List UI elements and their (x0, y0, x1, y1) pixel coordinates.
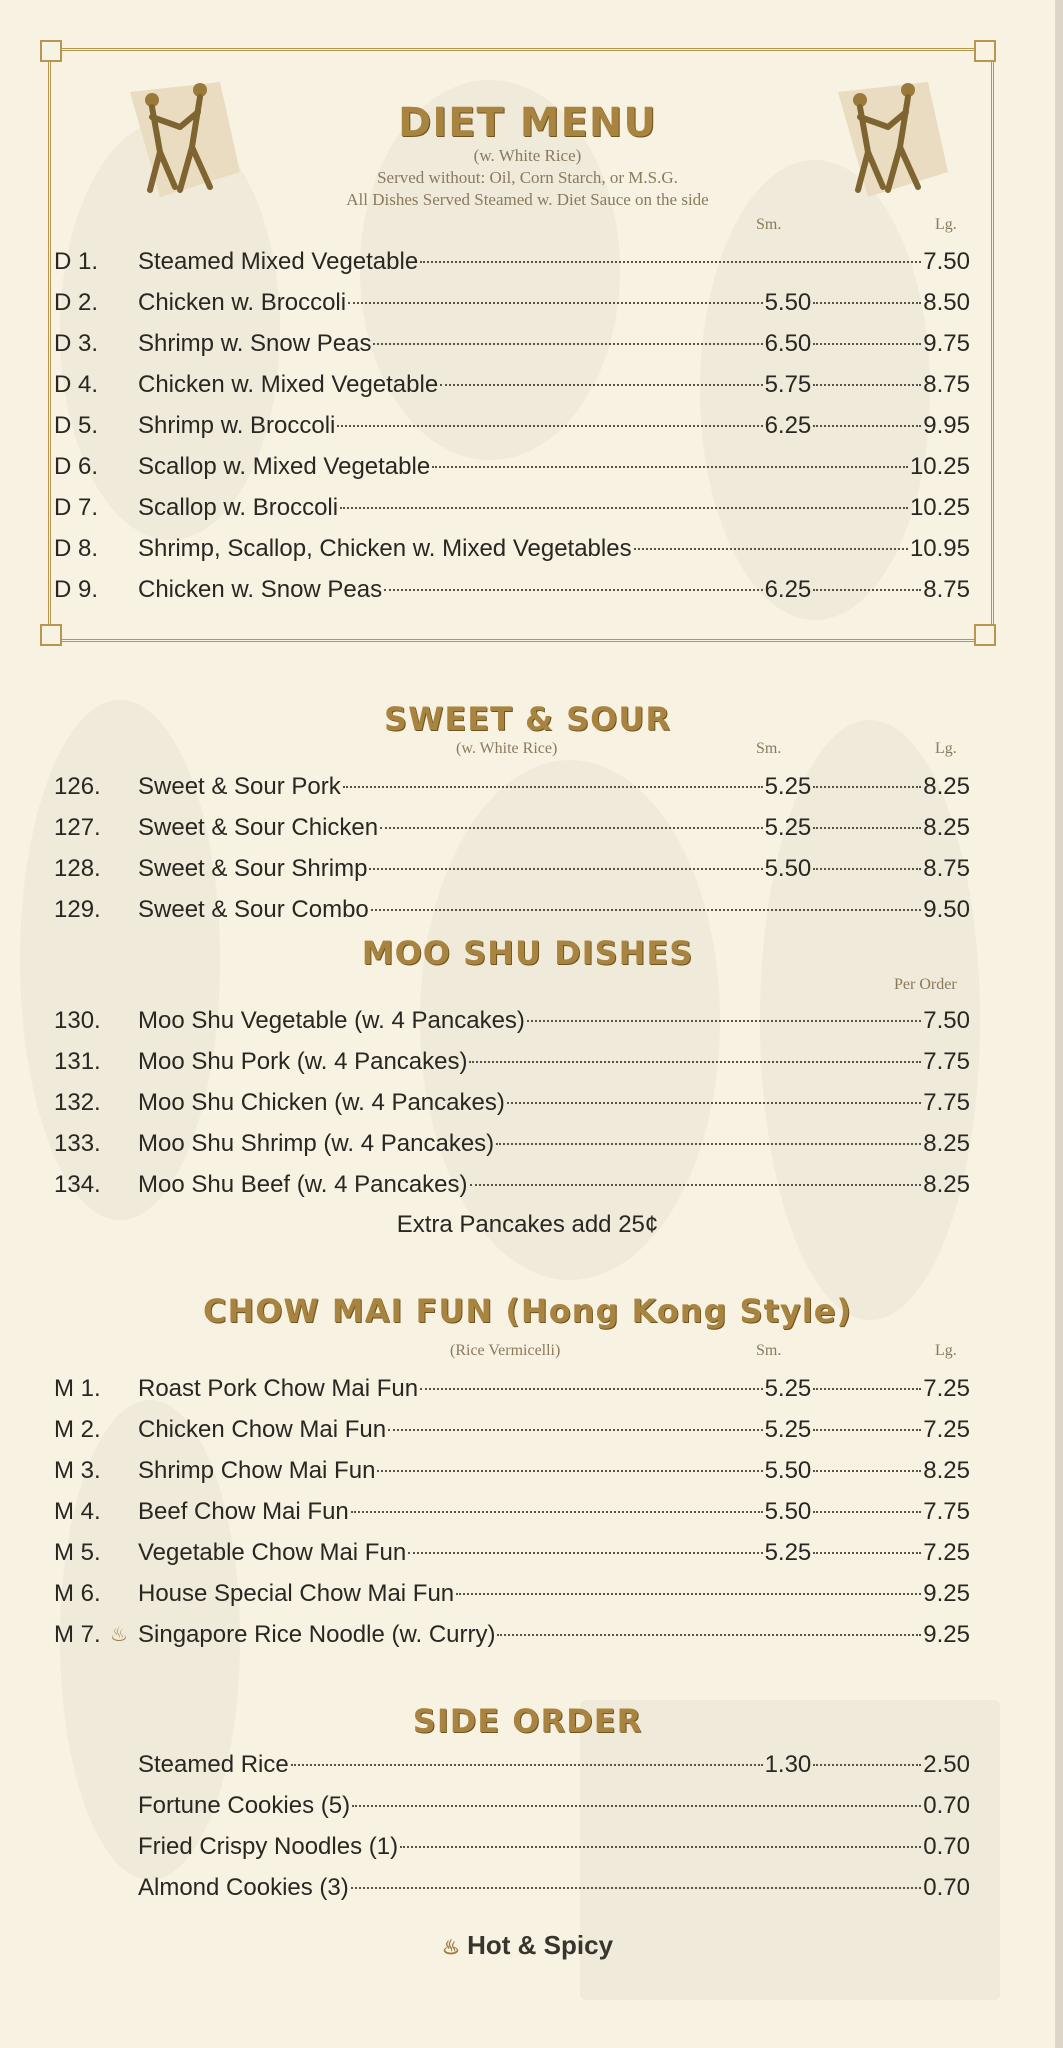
dot-leader (420, 261, 921, 263)
menu-item-row (54, 245, 970, 279)
large-price: 9.25 (923, 1621, 970, 1648)
item-number: 130. (54, 1007, 101, 1034)
diet-small-header: Sm. (756, 216, 782, 233)
frame-corner (40, 624, 62, 646)
item-line (138, 450, 970, 484)
large-price: 7.25 (923, 1416, 970, 1443)
item-name: Chicken w. Snow Peas (138, 576, 383, 603)
item-name: Chicken w. Broccoli (138, 289, 347, 316)
dot-leader (343, 786, 763, 788)
item-number: D 1. (54, 248, 99, 275)
dot-leader (813, 589, 921, 591)
item-name: Shrimp, Scallop, Chicken w. Mixed Vegetables (138, 535, 632, 562)
chow-mai-fun-small-header: Sm. (756, 1342, 782, 1359)
dot-leader (813, 1429, 921, 1431)
large-price: 10.95 (909, 535, 970, 562)
menu-item-row (54, 1871, 970, 1905)
item-name: Almond Cookies (3) (138, 1874, 349, 1901)
dot-leader (813, 1470, 921, 1472)
small-price: 5.50 (764, 1457, 812, 1484)
item-line (138, 1086, 970, 1120)
sweet-sour-large-header: Lg. (935, 740, 957, 757)
item-name: Beef Chow Mai Fun (138, 1498, 349, 1525)
small-price: 6.25 (764, 576, 812, 603)
item-name: Sweet & Sour Chicken (138, 814, 379, 841)
diet-large-header: Lg. (935, 216, 957, 233)
dot-leader (813, 1764, 921, 1766)
dot-leader (813, 425, 921, 427)
item-number: D 4. (54, 371, 99, 398)
item-line (138, 852, 970, 886)
large-price: 2.50 (923, 1751, 970, 1778)
dot-leader (813, 868, 921, 870)
menu-item-row (54, 409, 970, 443)
large-price: 10.25 (909, 494, 970, 521)
item-number: D 2. (54, 289, 99, 316)
small-price: 5.75 (764, 371, 812, 398)
menu-item-row (54, 532, 970, 566)
item-number: D 7. (54, 494, 99, 521)
large-price: 8.25 (923, 814, 970, 841)
dot-leader (340, 507, 908, 509)
item-number: M 4. (54, 1498, 101, 1525)
item-number: D 6. (54, 453, 99, 480)
item-line (138, 1495, 970, 1529)
menu-item-row (54, 1168, 970, 1202)
item-number: 127. (54, 814, 101, 841)
dot-leader (351, 1887, 922, 1889)
large-price: 8.50 (923, 289, 970, 316)
menu-item-row (54, 327, 970, 361)
side-order-title: SIDE ORDER (412, 1702, 643, 1740)
hot-spicy-label: Hot & Spicy (467, 1930, 614, 1960)
dot-leader (813, 343, 921, 345)
item-number: M 2. (54, 1416, 101, 1443)
diet-menu-title: DIET MENU (398, 100, 657, 146)
large-price: 7.50 (923, 248, 970, 275)
dot-leader (352, 1805, 921, 1807)
item-number: D 5. (54, 412, 99, 439)
item-number: M 6. (54, 1580, 101, 1607)
large-price: 8.25 (923, 1171, 970, 1198)
large-price: 0.70 (923, 1792, 970, 1819)
dot-leader (813, 1511, 921, 1513)
dot-leader (408, 1552, 762, 1554)
item-line (138, 1004, 970, 1038)
dot-leader (291, 1764, 763, 1766)
large-price: 7.75 (923, 1498, 970, 1525)
dot-leader (377, 1470, 762, 1472)
item-name: Moo Shu Chicken (w. 4 Pancakes) (138, 1089, 505, 1116)
pepper-icon: ♨ (441, 1937, 460, 1959)
dot-leader (470, 1184, 922, 1186)
large-price: 0.70 (923, 1833, 970, 1860)
small-price: 5.25 (764, 1375, 812, 1402)
menu-item-row (54, 1748, 970, 1782)
item-name: Shrimp Chow Mai Fun (138, 1457, 376, 1484)
small-price: 6.25 (764, 412, 812, 439)
item-line (138, 770, 970, 804)
item-line (138, 1127, 970, 1161)
item-number: M 5. (54, 1539, 101, 1566)
item-line (138, 532, 970, 566)
moo-shu-per-order-header: Per Order (894, 976, 957, 993)
large-price: 8.25 (923, 1457, 970, 1484)
dot-leader (497, 1634, 921, 1636)
small-price: 5.50 (764, 855, 812, 882)
item-name: Singapore Rice Noodle (w. Curry) (138, 1621, 496, 1648)
menu-item-row (54, 770, 970, 804)
menu-item-row (54, 1789, 970, 1823)
item-name: Moo Shu Vegetable (w. 4 Pancakes) (138, 1007, 525, 1034)
dot-leader (527, 1020, 921, 1022)
item-number: 134. (54, 1171, 101, 1198)
dot-leader (813, 786, 921, 788)
frame-corner (974, 40, 996, 62)
small-price: 6.50 (764, 330, 812, 357)
large-price: 8.75 (923, 576, 970, 603)
item-line (138, 368, 970, 402)
large-price: 9.50 (923, 896, 970, 923)
chow-mai-fun-title: CHOW MAI FUN (Hong Kong Style) (202, 1292, 853, 1330)
item-number: D 8. (54, 535, 99, 562)
item-line (138, 1871, 970, 1905)
item-line (138, 573, 970, 607)
dot-leader (351, 1511, 763, 1513)
menu-item-row (54, 450, 970, 484)
item-line (138, 491, 970, 525)
large-price: 7.25 (923, 1539, 970, 1566)
item-number: 129. (54, 896, 101, 923)
menu-item-row (54, 1413, 970, 1447)
item-name: Sweet & Sour Pork (138, 773, 341, 800)
menu-item-row (54, 1372, 970, 1406)
menu-item-row (54, 1045, 970, 1079)
menu-item-row (54, 852, 970, 886)
item-name: Steamed Rice (138, 1751, 289, 1778)
large-price: 8.25 (923, 1130, 970, 1157)
menu-item-row (54, 1127, 970, 1161)
menu-item-row (54, 1536, 970, 1570)
dot-leader (507, 1102, 921, 1104)
small-price: 5.25 (764, 773, 812, 800)
item-name: Fortune Cookies (5) (138, 1792, 351, 1819)
dot-leader (469, 1061, 921, 1063)
large-price: 7.75 (923, 1089, 970, 1116)
dot-leader (380, 827, 762, 829)
item-name: Shrimp w. Broccoli (138, 412, 336, 439)
menu-item-row (54, 1830, 970, 1864)
pepper-icon: ♨ (110, 1624, 128, 1646)
dot-leader (400, 1846, 921, 1848)
dot-leader (420, 1388, 762, 1390)
dot-leader (813, 384, 921, 386)
small-price: 5.50 (764, 1498, 812, 1525)
large-price: 9.95 (923, 412, 970, 439)
menu-item-row (54, 893, 970, 927)
item-number: M 3. (54, 1457, 101, 1484)
item-name: House Special Chow Mai Fun (138, 1580, 455, 1607)
menu-item-row (54, 1618, 970, 1652)
dot-leader (369, 868, 762, 870)
item-name: Scallop w. Mixed Vegetable (138, 453, 431, 480)
item-name: Fried Crispy Noodles (1) (138, 1833, 399, 1860)
dot-leader (388, 1429, 762, 1431)
item-line (138, 893, 970, 927)
menu-item-row (54, 368, 970, 402)
large-price: 7.75 (923, 1048, 970, 1075)
item-number: D 9. (54, 576, 99, 603)
small-price: 5.25 (764, 1539, 812, 1566)
dot-leader (496, 1143, 921, 1145)
item-name: Moo Shu Pork (w. 4 Pancakes) (138, 1048, 468, 1075)
item-name: Chicken Chow Mai Fun (138, 1416, 387, 1443)
item-number: 131. (54, 1048, 101, 1075)
small-price: 1.30 (764, 1751, 812, 1778)
item-name: Sweet & Sour Shrimp (138, 855, 368, 882)
dot-leader (813, 302, 921, 304)
dot-leader (440, 384, 762, 386)
large-price: 7.25 (923, 1375, 970, 1402)
item-name: Roast Pork Chow Mai Fun (138, 1375, 419, 1402)
item-line (138, 1372, 970, 1406)
large-price: 7.50 (923, 1007, 970, 1034)
item-line (138, 1454, 970, 1488)
chow-mai-fun-subtitle: (Rice Vermicelli) (450, 1342, 561, 1359)
dot-leader (432, 466, 908, 468)
large-price: 0.70 (923, 1874, 970, 1901)
item-number: 133. (54, 1130, 101, 1157)
item-line (138, 327, 970, 361)
item-number: 132. (54, 1089, 101, 1116)
item-line (138, 1045, 970, 1079)
item-line (138, 1413, 970, 1447)
item-line (138, 1618, 970, 1652)
hot-spicy-legend (0, 1930, 1055, 1961)
item-number: M 1. (54, 1375, 101, 1402)
dot-leader (813, 1552, 921, 1554)
menu-item-row (54, 811, 970, 845)
menu-item-row (54, 286, 970, 320)
small-price: 5.50 (764, 289, 812, 316)
item-line (138, 1577, 970, 1611)
small-price: 5.25 (764, 1416, 812, 1443)
small-price: 5.25 (764, 814, 812, 841)
frame-corner (40, 40, 62, 62)
dot-leader (813, 1388, 921, 1390)
menu-item-row (54, 1086, 970, 1120)
menu-item-row (54, 1577, 970, 1611)
item-number: 126. (54, 773, 101, 800)
menu-item-row (54, 491, 970, 525)
item-line (138, 1748, 970, 1782)
sweet-sour-subtitle: (w. White Rice) (456, 740, 558, 757)
moo-shu-title: MOO SHU DISHES (361, 934, 694, 972)
item-name: Steamed Mixed Vegetable (138, 248, 419, 275)
large-price: 9.25 (923, 1580, 970, 1607)
dot-leader (348, 302, 762, 304)
dot-leader (384, 589, 762, 591)
item-line (138, 286, 970, 320)
frame-corner (974, 624, 996, 646)
large-price: 10.25 (909, 453, 970, 480)
item-name: Scallop w. Broccoli (138, 494, 339, 521)
item-line (138, 1830, 970, 1864)
sweet-sour-title: SWEET & SOUR (384, 700, 671, 738)
extra-pancakes-note: Extra Pancakes add 25¢ (396, 1211, 659, 1238)
item-line (138, 409, 970, 443)
item-number: D 3. (54, 330, 99, 357)
menu-item-row (54, 1004, 970, 1038)
item-number: M 7. (54, 1621, 101, 1648)
diet-subtitle: All Dishes Served Steamed w. Diet Sauce on the side (346, 190, 709, 209)
large-price: 8.75 (923, 855, 970, 882)
sweet-sour-small-header: Sm. (756, 740, 782, 757)
item-line (138, 1789, 970, 1823)
menu-item-row (54, 573, 970, 607)
dot-leader (813, 827, 921, 829)
item-line (138, 1168, 970, 1202)
dot-leader (634, 548, 908, 550)
item-name: Vegetable Chow Mai Fun (138, 1539, 407, 1566)
dot-leader (456, 1593, 921, 1595)
item-name: Chicken w. Mixed Vegetable (138, 371, 439, 398)
item-line (138, 811, 970, 845)
chow-mai-fun-large-header: Lg. (935, 1342, 957, 1359)
dot-leader (337, 425, 762, 427)
item-name: Sweet & Sour Combo (138, 896, 369, 923)
item-number: 128. (54, 855, 101, 882)
diet-subtitle: Served without: Oil, Corn Starch, or M.S.G. (377, 168, 678, 187)
dot-leader (373, 343, 762, 345)
diet-subtitle: (w. White Rice) (473, 146, 582, 165)
large-price: 8.25 (923, 773, 970, 800)
menu-item-row (54, 1495, 970, 1529)
item-name: Moo Shu Shrimp (w. 4 Pancakes) (138, 1130, 495, 1157)
item-line (138, 245, 970, 279)
menu-item-row (54, 1454, 970, 1488)
large-price: 8.75 (923, 371, 970, 398)
dot-leader (371, 909, 922, 911)
item-line (138, 1536, 970, 1570)
large-price: 9.75 (923, 330, 970, 357)
item-name: Shrimp w. Snow Peas (138, 330, 372, 357)
item-name: Moo Shu Beef (w. 4 Pancakes) (138, 1171, 468, 1198)
